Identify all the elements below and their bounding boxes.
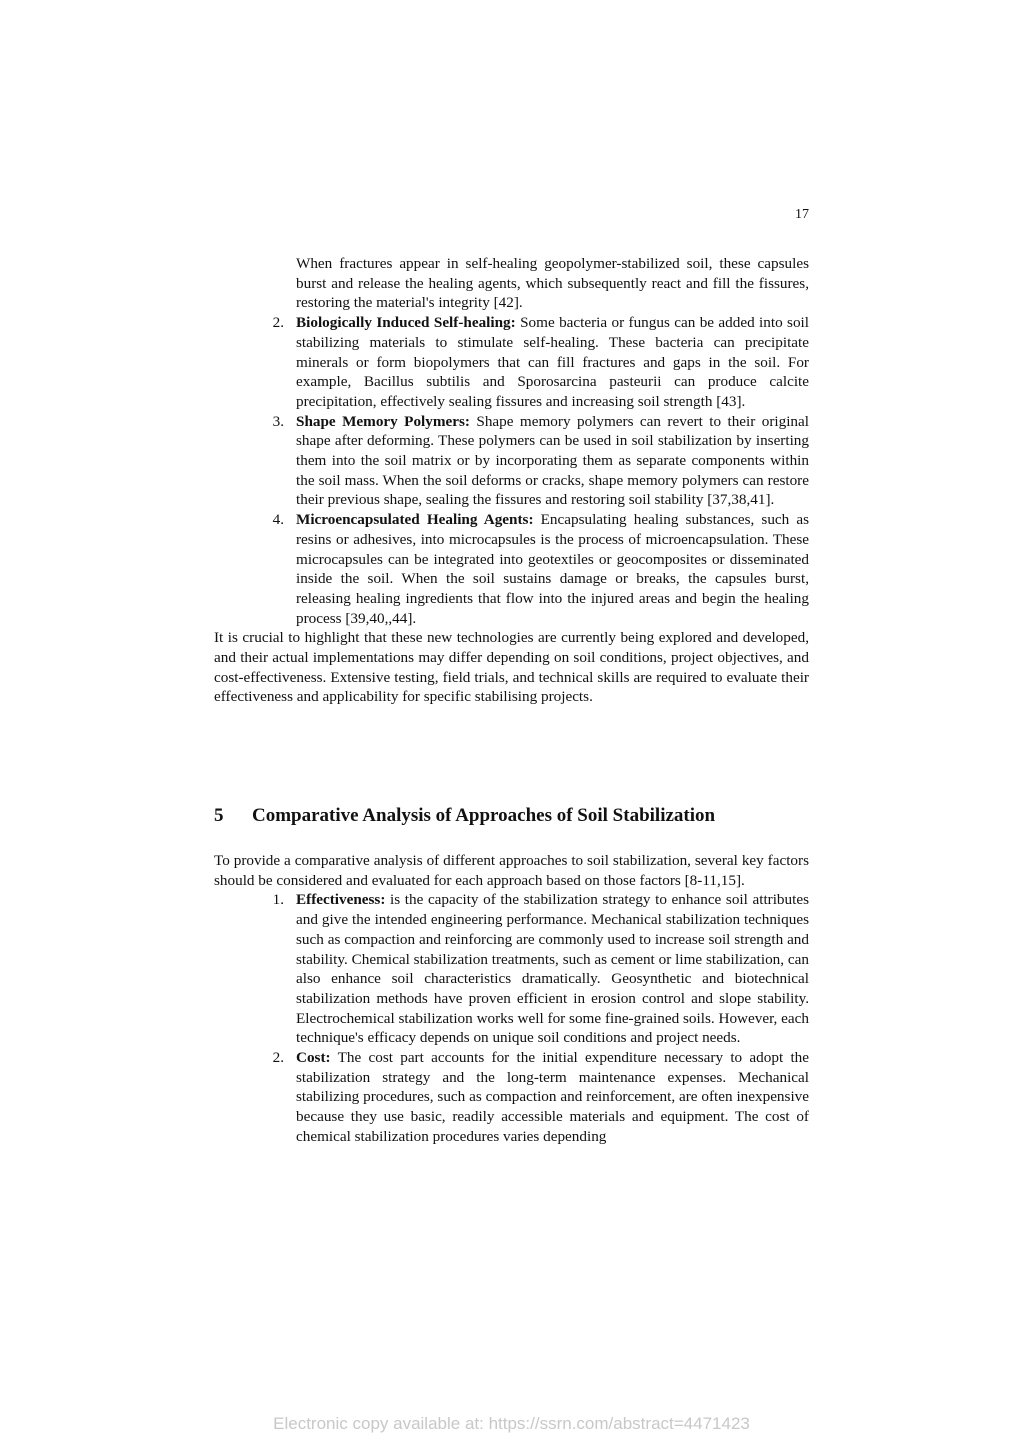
list-item-text: The cost part accounts for the initial expenditure necessary to adopt the stabilization strategy and the long-term maintenance expenses. Mechanical stabilizing procedures, such as compaction and reinforcement, are often inexpensive because they use basic, readily accessible materials and equipment. The cost of chemical stabilization procedures varies depending — [296, 1049, 809, 1145]
list-number: 3. — [272, 412, 284, 430]
list-number: 2. — [272, 1049, 284, 1067]
section-heading — [214, 805, 814, 827]
list-item — [272, 313, 809, 412]
list-item-title: Shape Memory Polymers: — [296, 412, 470, 430]
page-number: 17 — [795, 207, 809, 222]
ssrn-footer-watermark: Electronic copy available at: https://ssrn.com/abstract=4471423 — [273, 1414, 750, 1433]
intro-paragraph: To provide a comparative analysis of different approaches to soil stabilization, several key factors should be considered and evaluated for each approach based on those factors [8-11,15]. — [214, 852, 809, 889]
list-item — [272, 510, 809, 628]
list-item-text: Some bacteria or fungus can be added into soil stabilizing materials to stimulate self-healing. These bacteria can precipitate minerals or form biopolymers that can fill fractures and gaps in the soil. For example, Bacillus subtilis and Sporosarcina pasteurii can produce calcite precipitation, effectively sealing fissures and increasing soil strength [43]. — [296, 314, 809, 410]
list-item — [272, 890, 809, 1048]
section-title: Comparative Analysis of Approaches of Soil Stabilization — [252, 805, 716, 826]
list-item-text: is the capacity of the stabilization strategy to enhance soil attributes and give the intended engineering performance. Mechanical stabilization techniques such as compaction and reinforcing are commonly used to increase soil strength and stability. Chemical stabilization treatments, such as cement or lime stabilization, can also enhance soil characteristics dramatically. Geosynthetic and biotechnical stabilization methods have proven efficient in erosion control and slope stability. Electrochemical stabilization works well for some fine-grained soils. However, each technique's efficacy depends on unique soil conditions and project needs. — [296, 891, 809, 1047]
list-item-title: Microencapsulated Healing Agents: — [296, 511, 534, 529]
list-number: 4. — [272, 511, 284, 529]
list-item-title: Biologically Induced Self-healing: — [296, 314, 516, 332]
list-item-text: Shape memory polymers can revert to their original shape after deforming. These polymers can be used in soil stabilization by inserting them into the soil matrix or by incorporating them as separate components within the soil mass. When the soil deforms or cracks, shape memory polymers can restore their previous shape, sealing the fissures and restoring soil stability [37,38,41]. — [296, 412, 809, 509]
list-item — [272, 1048, 809, 1147]
section-number: 5 — [214, 805, 224, 826]
list-item-text: Encapsulating healing substances, such as resins or adhesives, into microcapsules is the process of microencapsulation. These microcapsules can be integrated into geotextiles or geocomposites or disseminated inside the soil. When the soil sustains damage or breaks, the capsules burst, releasing healing ingredients that flow into the injured areas and begin the healing process [39,40,,44]. — [296, 511, 809, 627]
list-item — [272, 412, 809, 511]
list-number: 2. — [272, 314, 284, 332]
list-item-title: Effectiveness: — [296, 891, 386, 909]
list-item-continuation: When fractures appear in self-healing geopolymer-stabilized soil, these capsules burst and release the healing agents, which subsequently react and fill the fissures, restoring the material's integrity [42]. — [296, 255, 809, 312]
closing-paragraph: It is crucial to highlight that these new technologies are currently being explored and developed, and their actual implementations may differ depending on soil conditions, project objectives, and cost-effectiveness. Extensive testing, field trials, and technical skills are required to evaluate their effectiveness and applicability for specific stabilising projects. — [214, 629, 809, 706]
body-block-1 — [214, 254, 809, 707]
body-block-2 — [214, 851, 809, 1147]
list-number: 1. — [272, 891, 284, 909]
list-item-title: Cost: — [296, 1049, 331, 1067]
